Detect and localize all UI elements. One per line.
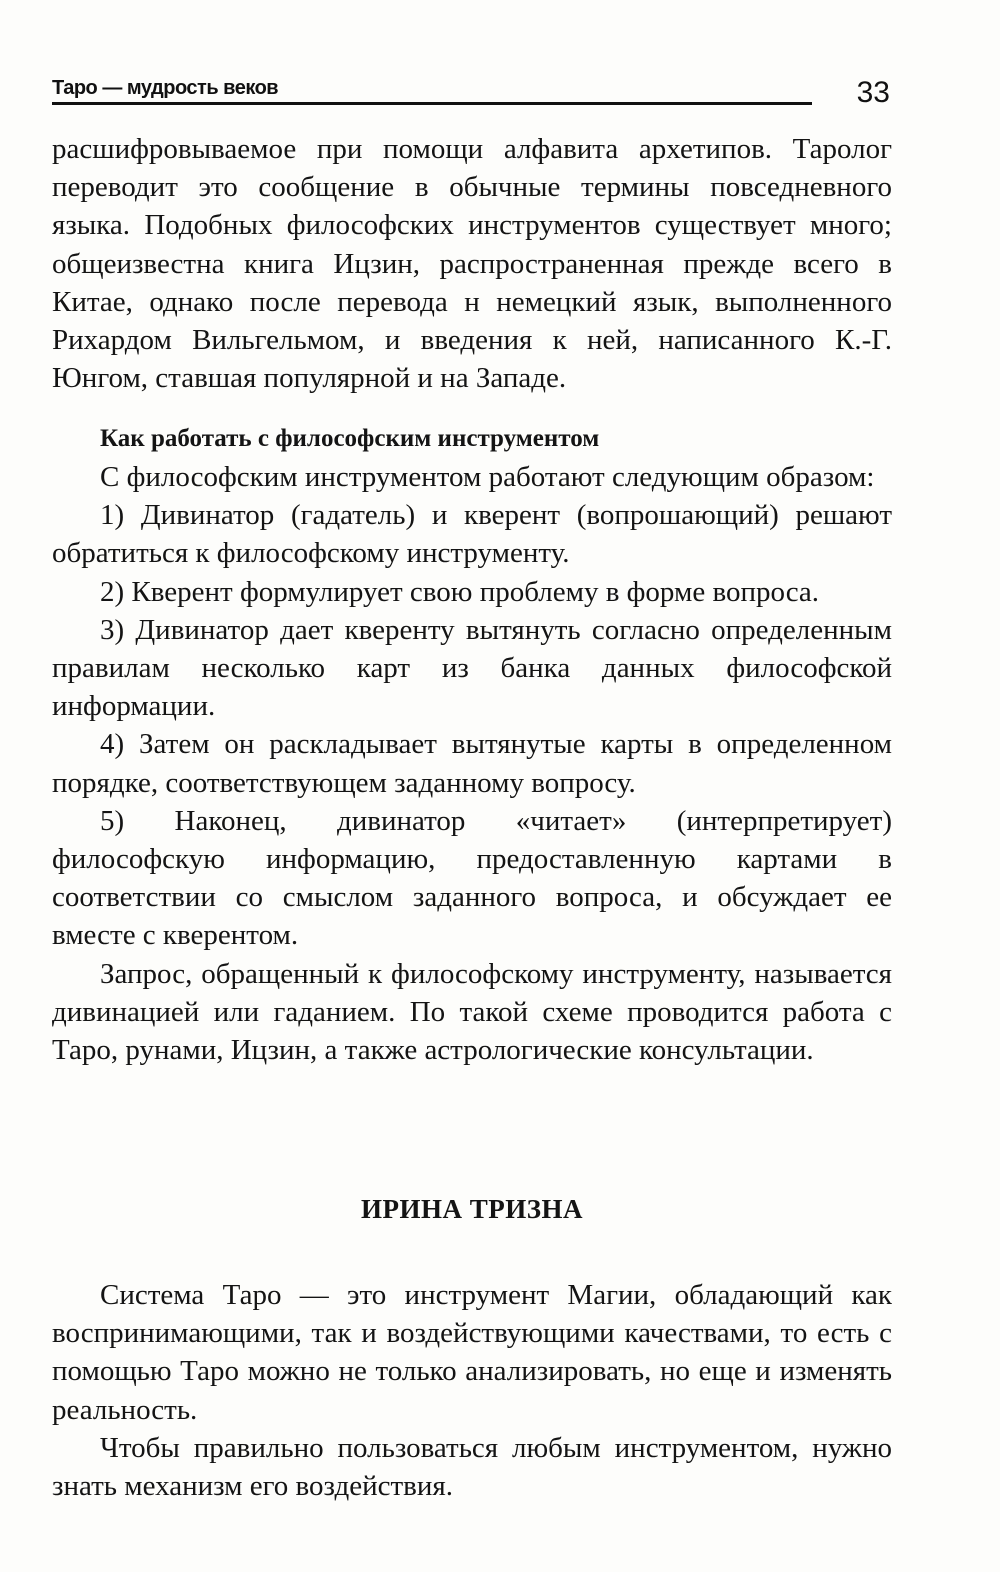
- page-number: 33: [856, 76, 890, 109]
- author-section: [52, 1276, 892, 1505]
- section-heading: Как работать с философским инструментом: [100, 425, 600, 452]
- step-item-5: 5) Наконец, дивинатор «читает» (интерпретирует) философскую информацию, предоставленную картами в соответствии со смыслом заданного вопроса, и обсуждает ее вместе с кверентом.: [52, 804, 892, 952]
- closing-paragraph: Запрос, обращенный к философскому инструменту, называется дивинацией или гаданием. По такой схеме проводится работа с Таро, рунами, Ицзин, а также астрологические консультации.: [52, 957, 892, 1067]
- running-header: [52, 76, 812, 105]
- method-section: [52, 420, 892, 1069]
- author-paragraph-2: Чтобы правильно пользоваться любым инструментом, нужно знать механизм его воздействия.: [52, 1431, 892, 1503]
- intro-text-block: [52, 130, 892, 397]
- intro-paragraph: расшифровываемое при помощи алфавита архетипов. Таролог переводит это сообщение в обычные термины повседневного языка. Подобных философских инструментов существует много; общеизвестна книга Ицзин, распространенная прежде всего в Китае, однако после перевода н немецкий язык, выполненного Рихардом Вильгельмом, и введения к ней, написанного К.-Г. Юнгом, ставшая популярной и на Западе.: [52, 133, 892, 395]
- step-item-1: 1) Дивинатор (гадатель) и кверент (вопрошающий) решают обратиться к философскому инструменту.: [52, 499, 892, 570]
- section-intro-paragraph: С философским инструментом работают следующим образом:: [100, 461, 875, 493]
- step-item-2: 2) Кверент формулирует свою проблему в форме вопроса.: [100, 575, 820, 608]
- step-item-3: 3) Дивинатор дает кверенту вытянуть согласно определенным правилам несколько карт из банка данных философской информации.: [52, 613, 892, 723]
- author-paragraph-1: Система Таро — это инструмент Магии, обладающий как воспринимающими, так и воздействующими качествами, то есть с помощью Таро можно не только анализировать, но еще и изменять реальность.: [52, 1279, 892, 1426]
- running-title: Таро — мудрость веков: [52, 77, 279, 99]
- step-item-4: 4) Затем он раскладывает вытянутые карты в определенном порядке, соответствующем заданному вопросу.: [52, 728, 892, 799]
- author-heading: ИРИНА ТРИЗНА: [361, 1194, 583, 1224]
